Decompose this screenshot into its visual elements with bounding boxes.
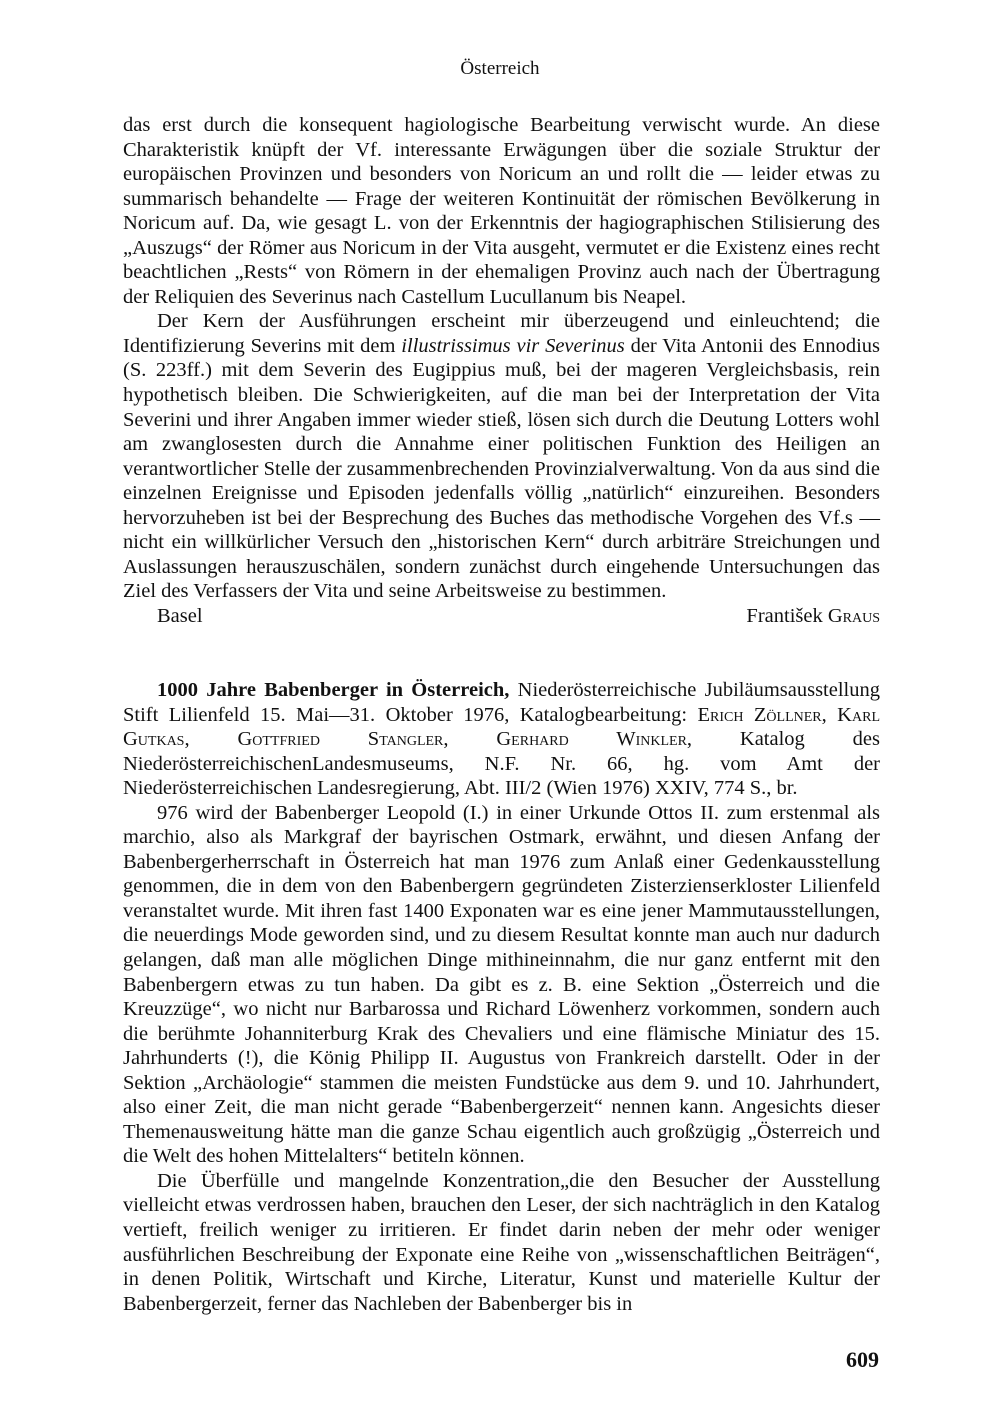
review-babenberger-paragraph-1: 976 wird der Babenberger Leopold (I.) in einer Urkunde Ottos II. zum erstenmal als marchio, also als Markgraf der bayrischen Ostmark, erwähnt, und diesen Anfang der Babenbergerherrschaft in Österreich hat man 1976 zum Anlaß einer Gedenkausstellung genommen, die in dem von den Babenbergern gegründeten Zisterzienserkloster Lilienfeld veranstaltet wurde. Mit ihren fast 1400 Exponaten war es eine jener Mammutausstellungen, die neuerdings Mode geworden sind, und zu diesem Resultat konnte man auch nur dadurch gelangen, daß man alle möglichen Dinge mithineinnahm, die nur ganz entfernt mit den Babenbergern etwas zu tun haben. Da gibt es z. B. eine Sektion „Österreich und die Kreuzzüge“, wo nicht nur Barbarossa und Richard Löwenherz vorkommen, sondern auch die berühmte Johanniterburg Krak des Chevaliers und eine flämische Miniatur des 15. Jahrhunderts (!), die König Philipp II. Augustus von Frankreich darstellt. Oder in der Sektion „Archäologie“ stammen die meisten Fundstücke aus dem 9. und 10. Jahrhundert, also einer Zeit, die man nicht gerade “Babenbergerzeit“ nennen kann. Angesichts dieser Themenausweitung hätte man die ganze Schau eigentlich auch großzügig „Österreich und die Welt des hohen Mittelalters“ betiteln können. [123,801,880,1168]
review-babenberger-paragraph-2: Die Überfülle und mangelnde Konzentration„die den Besucher der Ausstellung vielleicht etwas verdrossen haben, brauchen den Leser, der sich nachträglich in den Katalog vertieft, freilich weniger zu irritieren. Er findet darin neben der mehr oder weniger ausführlichen Beschreibung der Exponate eine Reihe von „wissenschaftlichen Beiträgen“, in denen Politik, Wirtschaft und Kirche, Literatur, Kunst und materielle Kultur der Babenbergerzeit, ferner das Nachleben der Babenberger bis in [123,1169,880,1315]
page-number: 609 [846,1347,879,1372]
review-graus [123,113,880,628]
review-title: 1000 Jahre Babenberger in Österreich, [157,679,510,701]
running-head: Österreich [460,58,540,79]
bibliography-text: , Katalog des NiederösterreichischenLandesmuseums, N.F. Nr. 66, hg. vom Amt der Niederösterreichischen Landesregierung, Abt. III/2 (Wien 1976) XXIV, 774 S., br. [123,728,880,800]
bibliography-text: Niederösterreichische Jubiläumsausstellung Stift Lilienfeld 15. Mai—31. Oktober 1976, Katalogbearbeitung: [123,679,880,726]
paragraph-text: Der Kern der Ausführungen erscheint mir überzeugend und einleuchtend; die Identifizierung Severins mit dem [123,310,880,357]
editor-names: Erich Zöllner, Karl Gutkas, Gottfried Stangler, Gerhard Winkler [123,703,880,751]
reviewer-last-name: Graus [827,604,880,627]
review-babenberger [123,678,880,1316]
reviewer-first-name: František [746,604,828,627]
signature-line [123,604,880,629]
reviewer-name [746,604,880,629]
review-graus-paragraph-2 [123,309,880,604]
review-bibliography [123,678,880,801]
italic-term: illustrissimus vir Severinus [401,334,625,357]
review-graus-paragraph-1: das erst durch die konsequent hagiologische Bearbeitung verwischt wurde. An diese Charakteristik knüpft der Vf. interessante Erwägungen über die soziale Struktur der europäischen Provinzen und besonders von Noricum an und rollt die — leider etwas zu summarisch behandelte — Frage der weiteren Kontinuität der römischen Bevölkerung in Noricum auf. Da, wie gesagt L. von der Erkenntnis der hagiographischen Stilisierung des „Auszugs“ der Römer aus Noricum in der Vita ausgeht, vermutet er die Existenz eines recht beachtlichen „Rests“ von Römern in der ehemaligen Provinz auch nach der Übertragung der Reliquien des Severinus nach Castellum Lucullanum bis Neapel. [123,114,880,308]
reviewer-place: Basel [157,604,203,627]
paragraph-text: der Vita Antonii des Ennodius (S. 223ff.) mit dem Severin des Eugippius muß, bei der mageren Vergleichsbasis, rein hypothetisch bleiben. Die Schwierigkeiten, auf die man bei der Interpretation der Vita Severini und ihrer Angaben immer wieder stieß, lösen sich durch die Deutung Lotters wohl am zwanglosesten durch die Annahme einer politischen Funktion des Heiligen an verantwortlicher Stelle der zusammenbrechenden Provinzialverwaltung. Von da aus sind die einzelnen Ereignisse und Episoden jedenfalls völlig „natürlich“ einzureihen. Besonders hervorzuheben ist bei der Besprechung des Buches das methodische Vorgehen des Vf.s — nicht ein willkürlicher Versuch den „historischen Kern“ durch arbiträre Streichungen und Auslassungen herauszuschälen, sondern zunächst durch eingehende Untersuchungen das Ziel des Verfassers der Vita und seine Arbeitsweise zu bestimmen. [123,334,880,603]
